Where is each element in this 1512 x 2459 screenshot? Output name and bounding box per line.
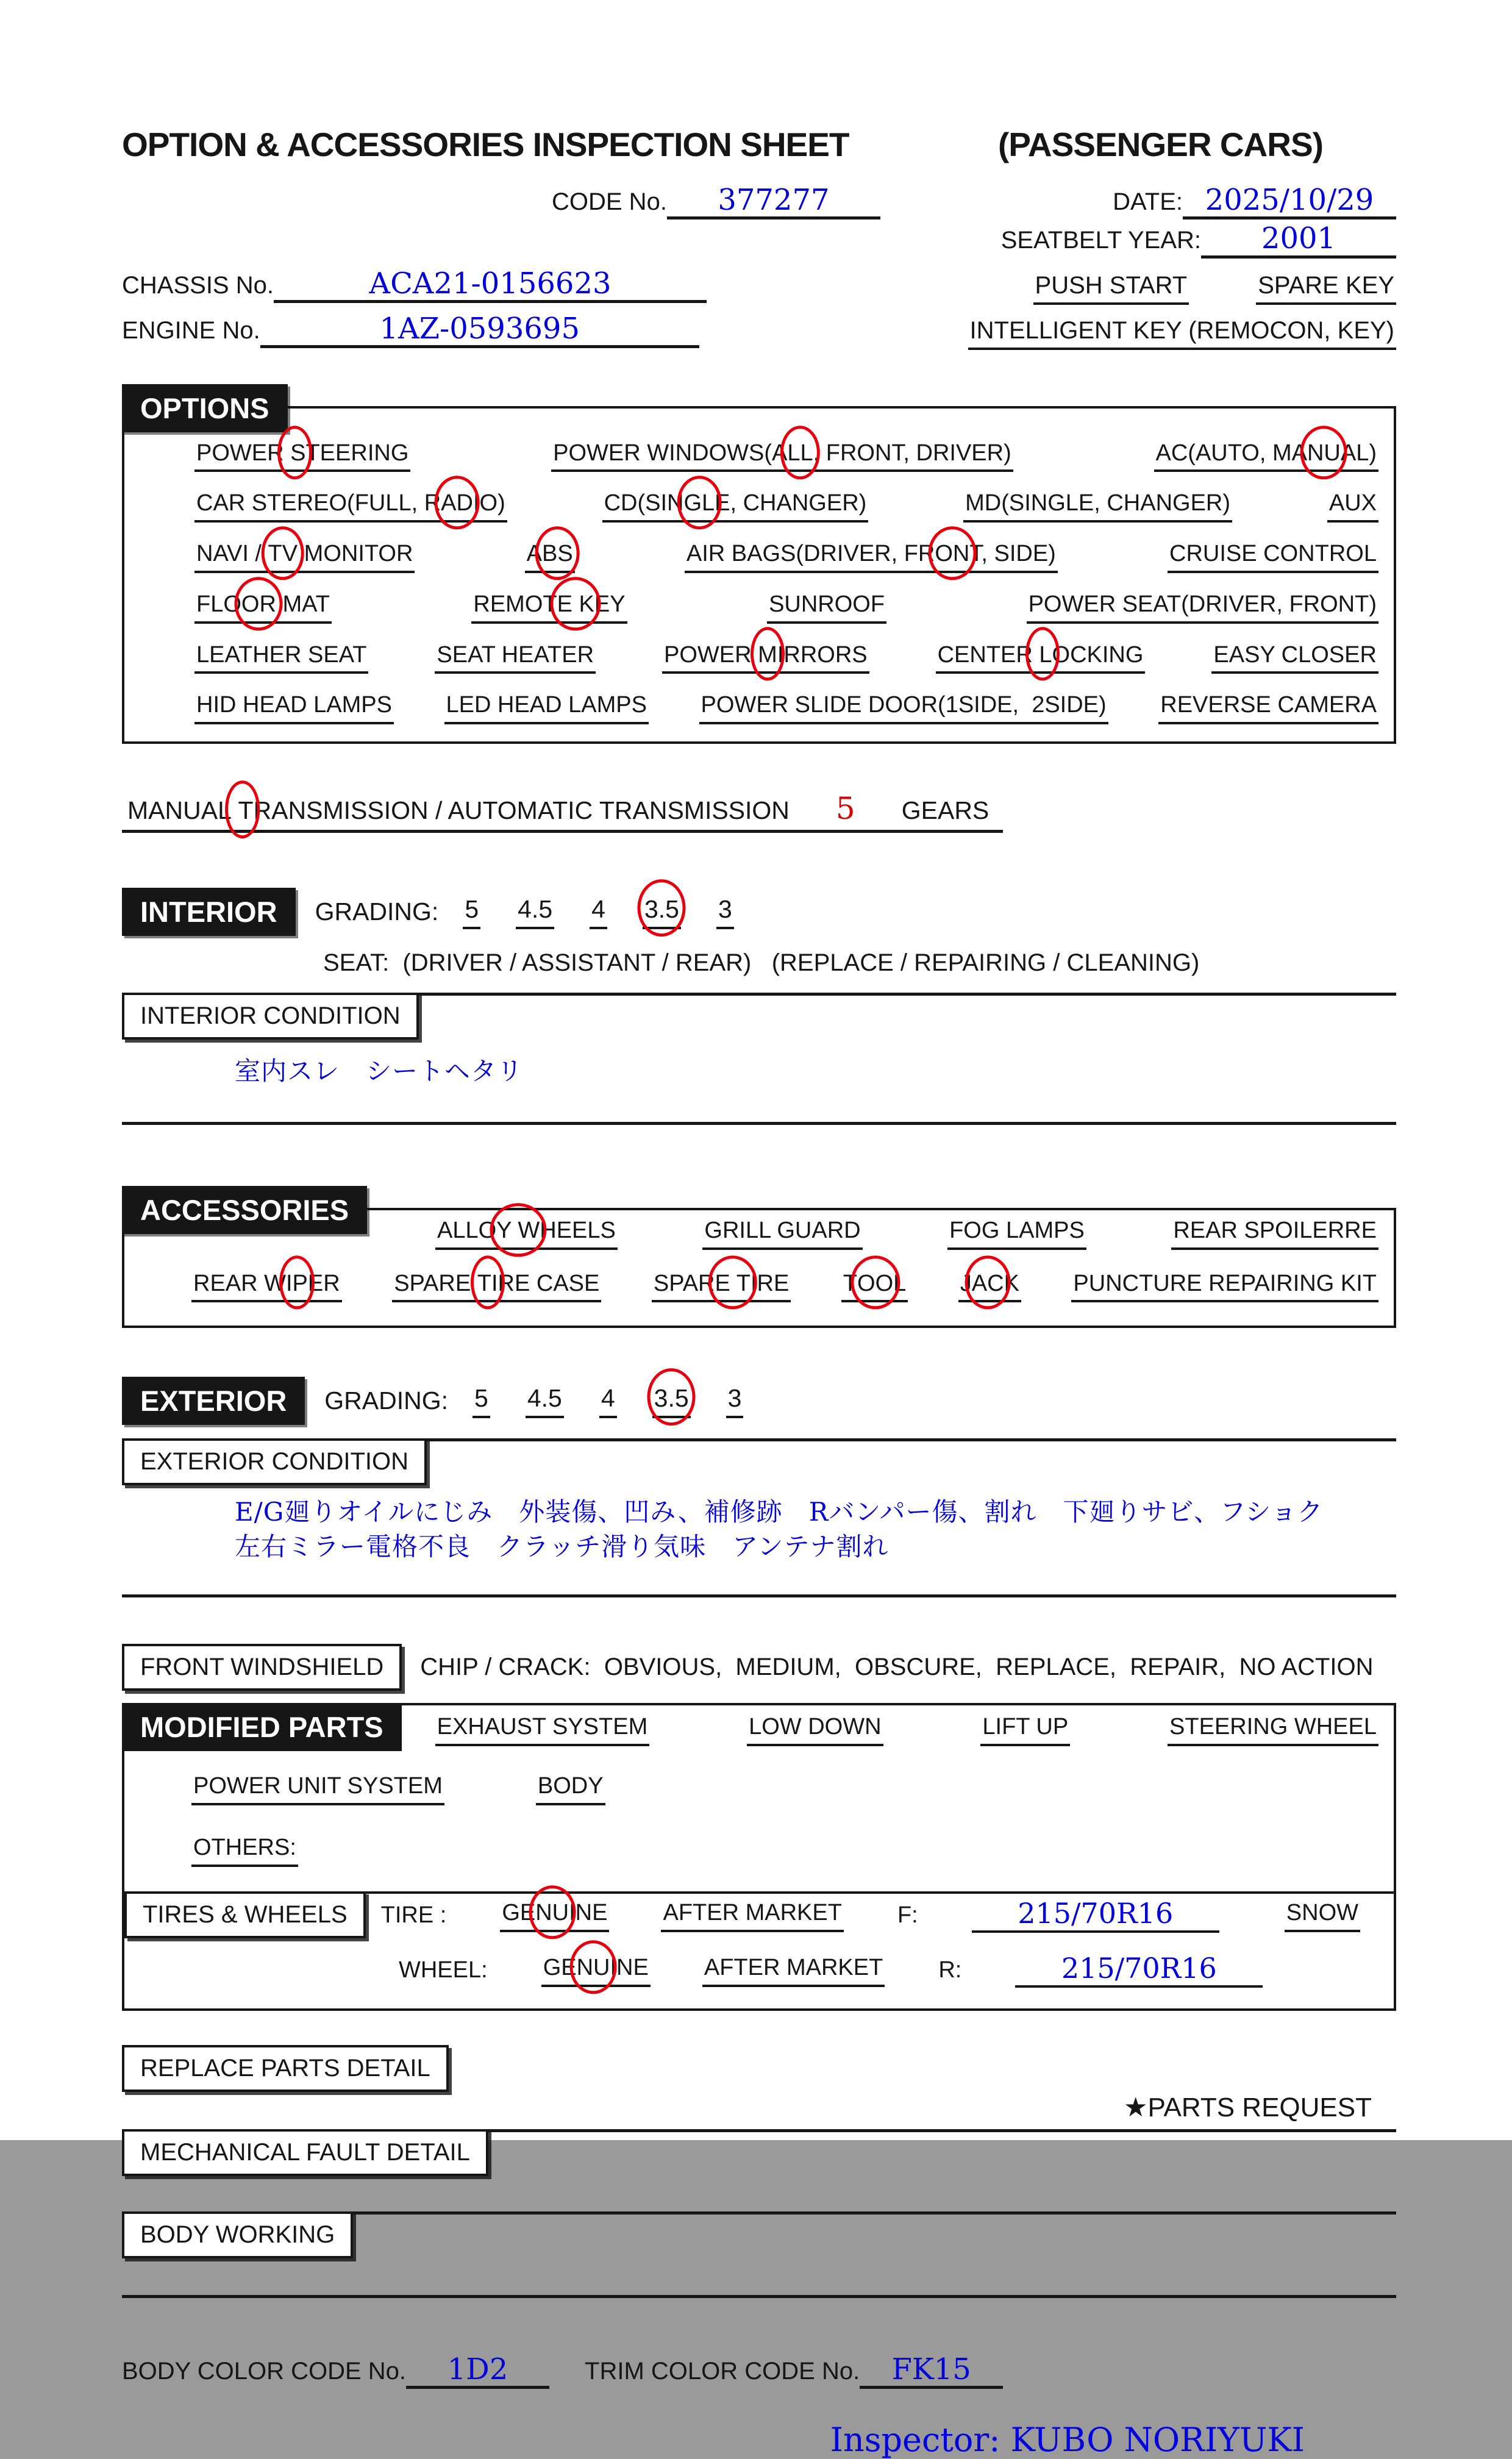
option-item: POWER SEAT(DRIVER, FRONT) bbox=[1027, 591, 1378, 624]
divider-2 bbox=[122, 1594, 1396, 1597]
red-circle-mark: TI bbox=[477, 1270, 498, 1296]
accessory-item: SPARE TIRE CASE bbox=[392, 1271, 601, 1303]
tire-items bbox=[379, 1896, 1394, 1933]
seatbelt-row bbox=[122, 223, 1396, 258]
parts-request-note: ★PARTS REQUEST bbox=[1124, 2092, 1372, 2122]
red-circle-mark: L bbox=[1032, 641, 1052, 668]
interior-header: INTERIOR bbox=[122, 888, 296, 936]
key-options bbox=[1033, 271, 1396, 305]
interior-condition-strip bbox=[122, 993, 1396, 1088]
modified-part-item: STEERING WHEEL bbox=[1168, 1714, 1378, 1746]
mechanical-fault-title: MECHANICAL FAULT DETAIL bbox=[122, 2129, 488, 2176]
key-option: PUSH START bbox=[1033, 271, 1189, 305]
intelligent-key-option-wrap bbox=[968, 316, 1396, 350]
option-item: FLOOR MAT bbox=[194, 591, 332, 624]
option-item: MD(SINGLE, CHANGER) bbox=[963, 490, 1232, 523]
grade-value: 4.5 bbox=[516, 895, 554, 929]
chassis-row bbox=[122, 268, 1396, 305]
code-date-row bbox=[122, 185, 1396, 219]
option-item: CD(SINGLE, CHANGER) bbox=[602, 490, 869, 523]
title-row bbox=[122, 125, 1396, 164]
key-option: SPARE KEY bbox=[1256, 271, 1396, 305]
red-circle-mark: LL bbox=[787, 440, 813, 466]
chip-crack-line: CHIP / CRACK: OBVIOUS, MEDIUM, OBSCURE, REPLACE, REPAIR, NO ACTION bbox=[420, 1654, 1374, 1681]
wheel-item: GENUINE bbox=[541, 1955, 651, 1987]
exterior-condition-note-2: 左右ミラー電格不良 クラッチ滑り気味 アンテナ割れ bbox=[235, 1531, 889, 1561]
engine-no-label: ENGINE No. bbox=[122, 316, 260, 344]
tires-wheels-title: TIRES & WHEELS bbox=[124, 1891, 366, 1938]
grade-value: 3 bbox=[716, 895, 734, 929]
modified-parts-section bbox=[122, 1703, 1396, 2010]
red-circle-mark: GL bbox=[683, 490, 715, 516]
windshield-row bbox=[122, 1644, 1396, 1691]
tire-item: TIRE : bbox=[380, 1902, 447, 1929]
intelligent-key-option: INTELLIGENT KEY (REMOCON, KEY) bbox=[968, 316, 1396, 350]
seat-line: SEAT: (DRIVER / ASSISTANT / REAR) (REPLACE / REPAIRING / CLEANING) bbox=[323, 949, 1200, 977]
red-circle-mark: E T bbox=[715, 1270, 751, 1296]
option-item: HID HEAD LAMPS bbox=[194, 692, 394, 724]
replace-parts-title: REPLACE PARTS DETAIL bbox=[122, 2045, 449, 2092]
option-item: AC(AUTO, MANUAL) bbox=[1154, 440, 1378, 473]
page-title: OPTION & ACCESSORIES INSPECTION SHEET bbox=[122, 126, 849, 163]
wheel-item: 215/70R16 bbox=[1015, 1954, 1263, 1988]
red-circle-mark: T bbox=[231, 796, 254, 824]
exterior-header: EXTERIOR bbox=[122, 1377, 305, 1425]
modified-part-item: LIFT UP bbox=[980, 1714, 1070, 1746]
red-circle-mark: OO bbox=[857, 1270, 894, 1296]
grade-value: 4 bbox=[590, 895, 607, 929]
body-color-label: BODY COLOR CODE No. bbox=[122, 2357, 407, 2385]
exterior-condition-title: EXTERIOR CONDITION bbox=[122, 1438, 427, 1485]
option-item: CENTER LOCKING bbox=[936, 642, 1146, 674]
date-label: DATE: bbox=[1113, 188, 1183, 215]
option-item: REMOTE KEY bbox=[471, 591, 627, 624]
engine-row bbox=[122, 313, 1396, 350]
interior-condition-title: INTERIOR CONDITION bbox=[122, 993, 419, 1040]
grade-value: 3 bbox=[726, 1384, 744, 1418]
accessory-item: FOG LAMPS bbox=[947, 1218, 1086, 1250]
grade-value: 4.5 bbox=[526, 1384, 564, 1418]
tire-item: GENUINE bbox=[500, 1900, 609, 1932]
option-item: EASY CLOSER bbox=[1211, 642, 1378, 674]
tire-row bbox=[124, 1894, 1394, 1938]
transmission-line bbox=[122, 791, 1003, 833]
tire-item: SNOW bbox=[1285, 1900, 1360, 1932]
trim-color-label: TRIM COLOR CODE No. bbox=[585, 2357, 860, 2385]
accessory-item: GRILL GUARD bbox=[702, 1218, 862, 1250]
accessories-section bbox=[122, 1193, 1396, 1328]
engine-no-value: 1AZ-0593695 bbox=[260, 313, 699, 348]
transmission-item: GEARS bbox=[901, 796, 990, 824]
accessories-header: ACCESSORIES bbox=[122, 1186, 367, 1234]
tire-item: F: bbox=[897, 1902, 918, 1929]
modified-part-item: OTHERS: bbox=[191, 1835, 298, 1867]
modified-part-item: EXHAUST SYSTEM bbox=[435, 1714, 650, 1746]
modified-parts-row-3 bbox=[191, 1835, 1394, 1867]
wheel-item: R: bbox=[938, 1957, 962, 1983]
options-row-4 bbox=[194, 591, 1378, 624]
option-item: POWER MIRRORS bbox=[662, 642, 869, 674]
accessory-item: TOOL bbox=[841, 1271, 908, 1303]
replace-parts-block bbox=[122, 2045, 1396, 2123]
options-row-5 bbox=[194, 642, 1378, 674]
body-color-value: 1D2 bbox=[406, 2354, 549, 2389]
options-row-3 bbox=[194, 541, 1378, 573]
option-item: POWER STEERING bbox=[194, 440, 410, 473]
option-item: SEAT HEATER bbox=[435, 642, 596, 674]
inspector-line: Inspector: KUBO NORIYUKI bbox=[830, 2421, 1305, 2459]
red-circle-mark: M bbox=[758, 641, 777, 668]
options-row-1 bbox=[194, 440, 1378, 473]
grade-value: 5 bbox=[472, 1384, 490, 1418]
transmission-item: 5 bbox=[835, 790, 855, 826]
red-circle-mark: BS bbox=[541, 541, 573, 567]
option-item: POWER WINDOWS(ALL, FRONT, DRIVER) bbox=[551, 440, 1013, 473]
accessory-item: REAR SPOILERRE bbox=[1171, 1218, 1378, 1250]
option-item: LEATHER SEAT bbox=[194, 642, 368, 674]
mechanical-fault-strip bbox=[122, 2129, 1396, 2210]
interior-grading-label: GRADING: bbox=[315, 898, 439, 926]
red-circle-mark: S bbox=[284, 440, 306, 466]
trim-color-value: FK15 bbox=[860, 2354, 1003, 2389]
chassis-no-label: CHASSIS No. bbox=[122, 271, 274, 299]
seatbelt-year-value: 2001 bbox=[1201, 223, 1396, 258]
red-circle-mark: AD bbox=[441, 490, 473, 516]
grade-value: 5 bbox=[463, 895, 480, 929]
transmission-row bbox=[122, 791, 1396, 833]
modified-parts-row-1 bbox=[124, 1705, 1394, 1751]
red-circle-mark: ON bbox=[935, 541, 970, 567]
options-section bbox=[122, 391, 1396, 744]
modified-part-item: LOW DOWN bbox=[747, 1714, 883, 1746]
red-circle-mark: NU bbox=[576, 1954, 610, 1980]
divider-1 bbox=[122, 1122, 1396, 1125]
red-circle-mark: NU bbox=[1307, 440, 1341, 466]
interior-row bbox=[122, 888, 1396, 936]
option-item: ABS bbox=[525, 541, 575, 573]
exterior-grades bbox=[472, 1384, 743, 1418]
option-item: POWER SLIDE DOOR(1SIDE, 2SIDE) bbox=[699, 692, 1108, 724]
options-header: OPTIONS bbox=[122, 384, 288, 432]
tire-item: 215/70R16 bbox=[972, 1899, 1219, 1933]
date-value: 2025/10/29 bbox=[1183, 185, 1396, 219]
option-item: CRUISE CONTROL bbox=[1168, 541, 1378, 573]
accessory-item: PUNCTURE REPAIRING KIT bbox=[1071, 1271, 1378, 1303]
wheel-row bbox=[397, 1951, 1394, 1988]
red-circle-mark: Y W bbox=[496, 1217, 540, 1243]
accessory-item: JACK bbox=[958, 1271, 1021, 1303]
accessories-row-2 bbox=[191, 1271, 1378, 1303]
wheel-item: WHEEL: bbox=[399, 1957, 488, 1983]
front-windshield-title: FRONT WINDSHIELD bbox=[122, 1644, 402, 1691]
chassis-no-value: ACA21-0156623 bbox=[274, 268, 707, 303]
modified-parts-header: MODIFIED PARTS bbox=[122, 1703, 402, 1751]
tires-wheels-subsection bbox=[124, 1891, 1394, 2008]
option-item: CAR STEREO(FULL, RADIO) bbox=[194, 490, 507, 523]
modified-part-item: POWER UNIT SYSTEM bbox=[191, 1773, 444, 1805]
divider-3 bbox=[122, 2295, 1396, 2298]
wheel-item: AFTER MARKET bbox=[702, 1955, 885, 1987]
body-working-strip bbox=[122, 2211, 1396, 2295]
option-item: LED HEAD LAMPS bbox=[444, 692, 649, 724]
tire-item: AFTER MARKET bbox=[661, 1900, 843, 1932]
red-circle-mark: IP bbox=[286, 1270, 308, 1296]
transmission-item: MANUAL TRANSMISSION / AUTOMATIC TRANSMISSION bbox=[127, 796, 790, 824]
modified-part-item: BODY bbox=[536, 1773, 605, 1805]
page-subtitle: (PASSENGER CARS) bbox=[997, 126, 1323, 163]
option-item: NAVI / TV MONITOR bbox=[194, 541, 415, 573]
exterior-condition-strip bbox=[122, 1438, 1396, 1563]
accessories-row-1 bbox=[435, 1218, 1378, 1250]
code-no-value: 377277 bbox=[667, 185, 880, 219]
grade-value bbox=[643, 895, 681, 929]
modified-parts-items-1 bbox=[402, 1710, 1394, 1746]
seatbelt-year-label: SEATBELT YEAR: bbox=[1000, 227, 1201, 254]
modified-parts-row-2 bbox=[191, 1773, 1394, 1805]
red-circle-mark: AC bbox=[971, 1270, 1004, 1296]
code-no-label: CODE No. bbox=[552, 188, 667, 215]
accessory-item: SPARE TIRE bbox=[652, 1271, 791, 1303]
red-circle-mark: TV bbox=[268, 541, 298, 567]
grade-value bbox=[652, 1384, 691, 1418]
interior-condition-note: 室内スレ シートヘタリ bbox=[235, 1056, 524, 1087]
red-circle-mark: 3.5 bbox=[644, 894, 679, 923]
red-circle-mark: E K bbox=[557, 591, 594, 617]
option-item: AUX bbox=[1327, 490, 1378, 523]
options-row-2 bbox=[194, 490, 1378, 523]
red-circle-mark: OR bbox=[241, 591, 276, 617]
exterior-grading-label: GRADING: bbox=[324, 1387, 449, 1415]
option-item: SUNROOF bbox=[767, 591, 886, 624]
red-circle-mark: NU bbox=[535, 1899, 569, 1925]
accessory-item: ALLOY WHEELS bbox=[435, 1218, 618, 1250]
exterior-row bbox=[122, 1377, 1396, 1425]
grade-value: 4 bbox=[599, 1384, 617, 1418]
option-item: REVERSE CAMERA bbox=[1158, 692, 1378, 724]
body-working-title: BODY WORKING bbox=[122, 2211, 353, 2258]
options-row-6 bbox=[194, 692, 1378, 724]
accessory-item: REAR WIPER bbox=[191, 1271, 342, 1303]
interior-grades bbox=[463, 895, 733, 929]
exterior-condition-note-1: E/G廻りオイルにじみ 外装傷、凹み、補修跡 Rバンパー傷、割れ 下廻りサビ、フショク bbox=[235, 1497, 1324, 1527]
red-circle-mark: 3.5 bbox=[654, 1383, 689, 1412]
color-codes-row bbox=[122, 2354, 1396, 2389]
option-item: AIR BAGS(DRIVER, FRONT, SIDE) bbox=[685, 541, 1058, 573]
